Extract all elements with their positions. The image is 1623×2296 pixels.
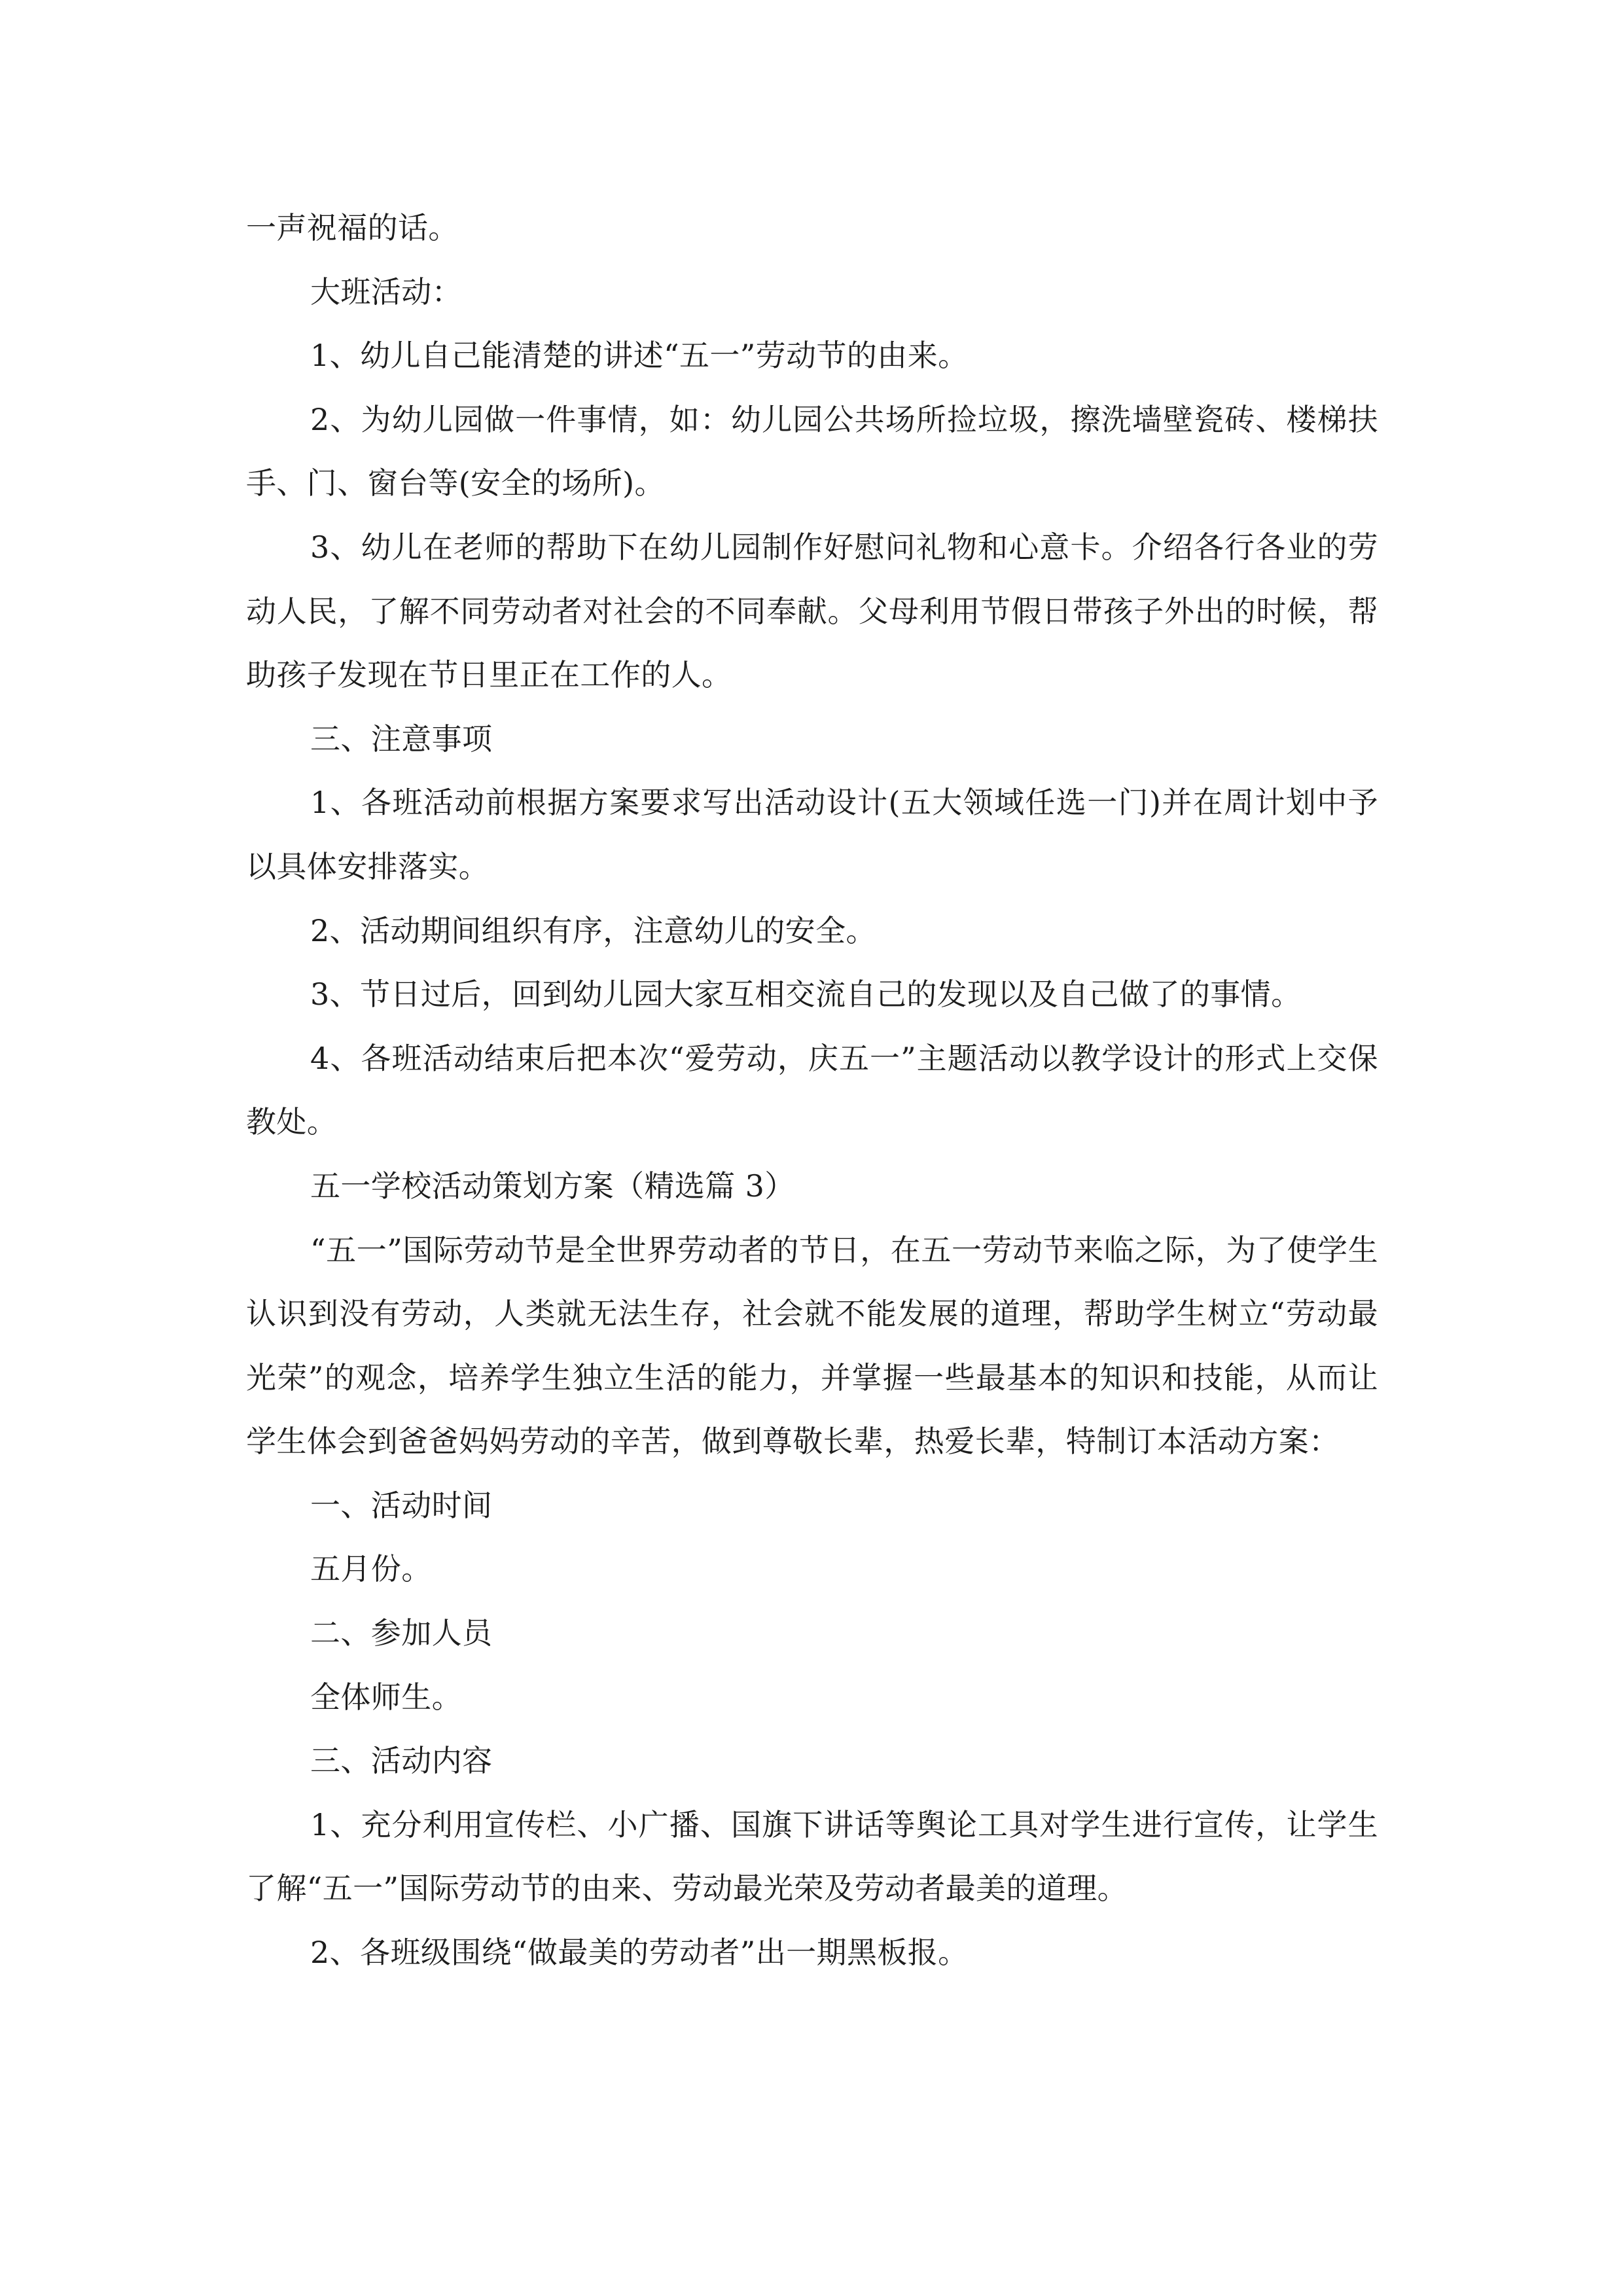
paragraph-18: 1、充分利用宣传栏、小广播、国旗下讲话等舆论工具对学生进行宣传，让学生了解“五一”国际劳动节的由来、劳动最光荣及劳动者最美的道理。 bbox=[246, 1806, 1378, 1907]
paragraph-2: 大班活动： bbox=[310, 274, 462, 310]
document-body bbox=[246, 196, 1378, 1985]
paragraph-5: 3、幼儿在老师的帮助下在幼儿园制作好慰问礼物和心意卡。介绍各行各业的劳动人民，了解不同劳动者对社会的不同奉献。父母利用节假日带孩子外出的时候，帮助孩子发现在节日里正在工作的人。 bbox=[246, 529, 1378, 693]
section-heading-participants: 二、参加人员 bbox=[310, 1615, 493, 1651]
paragraph-10: 4、各班活动结束后把本次“爱劳动，庆五一”主题活动以教学设计的形式上交保教处。 bbox=[246, 1040, 1378, 1140]
paragraph-1: 一声祝福的话。 bbox=[246, 210, 459, 245]
section-heading-notes: 三、注意事项 bbox=[310, 721, 493, 757]
section-heading-time: 一、活动时间 bbox=[310, 1487, 493, 1523]
paragraph-16: 全体师生。 bbox=[310, 1679, 462, 1715]
paragraph-9: 3、节日过后，回到幼儿园大家互相交流自己的发现以及自己做了的事情。 bbox=[310, 977, 1302, 1013]
paragraph-4: 2、为幼儿园做一件事情，如：幼儿园公共场所捡垃圾，擦洗墙壁瓷砖、楼梯扶手、门、窗台等(安全的场所)。 bbox=[246, 401, 1378, 501]
paragraph-12: “五一”国际劳动节是全世界劳动者的节日，在五一劳动节来临之际，为了使学生认识到没有劳动，人类就无法生存，社会就不能发展的道理，帮助学生树立“劳动最光荣”的观念，培养学生独立生活的能力，并掌握一些最基本的知识和技能，从而让学生体会到爸爸妈妈劳动的辛苦，做到尊敬长辈，热爱长辈，特制订本活动方案： bbox=[246, 1232, 1378, 1460]
paragraph-7: 1、各班活动前根据方案要求写出活动设计(五大领域任选一门)并在周计划中予以具体安排落实。 bbox=[246, 785, 1378, 884]
paragraph-3: 1、幼儿自己能清楚的讲述“五一”劳动节的由来。 bbox=[310, 338, 969, 374]
paragraph-14: 五月份。 bbox=[310, 1551, 432, 1587]
section-heading-content: 三、活动内容 bbox=[310, 1743, 493, 1779]
paragraph-19: 2、各班级围绕“做最美的劳动者”出一期黑板报。 bbox=[310, 1935, 969, 1971]
article-title: 五一学校活动策划方案（精选篇 3） bbox=[310, 1168, 795, 1204]
paragraph-8: 2、活动期间组织有序，注意幼儿的安全。 bbox=[310, 912, 876, 948]
